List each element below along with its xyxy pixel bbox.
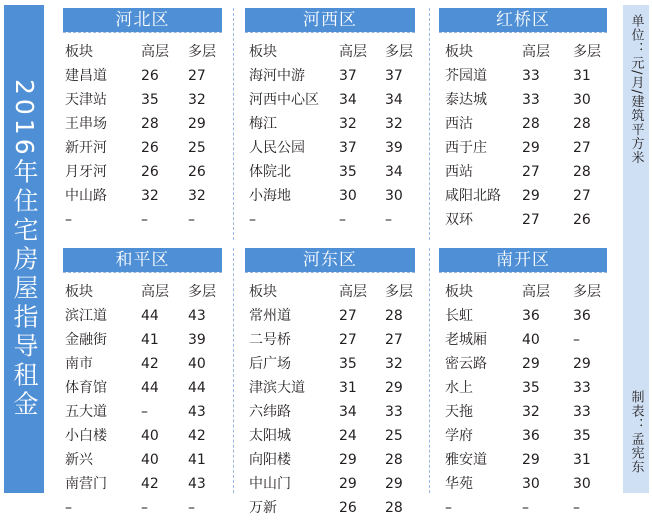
column-header-row: [63, 280, 222, 304]
multi-storey-rent: –: [188, 212, 195, 228]
table-row: [245, 184, 415, 208]
table-row: [439, 496, 607, 520]
multi-storey-rent: –: [188, 500, 195, 516]
block-name: 人民公园: [249, 140, 305, 156]
block-header: 板块: [445, 284, 473, 300]
multi-storey-rent: 32: [188, 92, 206, 108]
column-header-row: [439, 280, 607, 304]
high-rise-rent: 32: [141, 188, 159, 204]
high-rise-rent: 26: [141, 68, 159, 84]
block-name: –: [249, 212, 256, 228]
block-name: 向阳楼: [249, 452, 291, 468]
table-row: [63, 160, 222, 184]
block-name: 津滨大道: [249, 380, 305, 396]
multi-storey-rent: 30: [385, 188, 403, 204]
high-rise-rent: 33: [522, 68, 540, 84]
multi-storey-rent: 35: [573, 428, 591, 444]
table-row: [63, 496, 222, 520]
header-rule: [245, 272, 415, 273]
high-rise-rent: 35: [339, 164, 357, 180]
multi-storey-rent: 42: [188, 428, 206, 444]
high-rise-rent: 27: [339, 332, 357, 348]
multi-storey-rent: 28: [385, 452, 403, 468]
block-name: 体院北: [249, 164, 291, 180]
maker-note-box: [623, 390, 649, 490]
high-rise-header: 高层: [141, 44, 169, 60]
table-row: [439, 184, 607, 208]
header-rule: [245, 32, 415, 33]
table-row: [245, 136, 415, 160]
high-rise-rent: 40: [522, 332, 540, 348]
block-name: 五大道: [65, 404, 107, 420]
block-name: 后广场: [249, 356, 291, 372]
district-table: [439, 8, 607, 226]
table-row: [63, 448, 222, 472]
high-rise-rent: 29: [522, 188, 540, 204]
block-name: 芥园道: [445, 68, 487, 84]
block-name: 泰达城: [445, 92, 487, 108]
high-rise-rent: 29: [522, 356, 540, 372]
high-rise-rent: 29: [522, 140, 540, 156]
block-name: –: [65, 212, 72, 228]
multi-storey-rent: 37: [385, 68, 403, 84]
block-name: 太阳城: [249, 428, 291, 444]
block-name: 新兴: [65, 452, 93, 468]
block-name: 西站: [445, 164, 473, 180]
high-rise-rent: –: [339, 212, 346, 228]
high-rise-rent: –: [141, 212, 148, 228]
high-rise-header: 高层: [339, 44, 367, 60]
header-rule: [439, 272, 607, 273]
high-rise-rent: 35: [339, 356, 357, 372]
multi-storey-rent: –: [573, 332, 580, 348]
block-header: 板块: [65, 44, 93, 60]
multi-storey-rent: 33: [573, 404, 591, 420]
multi-storey-rent: 32: [385, 116, 403, 132]
block-name: 建昌道: [65, 68, 107, 84]
multi-storey-rent: 29: [188, 116, 206, 132]
district-name: 红桥区: [439, 8, 607, 32]
page-title: 2016年住宅房屋指导租金: [10, 78, 39, 420]
multi-storey-rent: 31: [573, 68, 591, 84]
multi-storey-header: 多层: [385, 44, 413, 60]
block-name: 万新: [249, 500, 277, 516]
column-divider: [429, 8, 430, 240]
multi-storey-rent: 25: [188, 140, 206, 156]
district-name: 河西区: [245, 8, 415, 32]
high-rise-rent: 28: [522, 116, 540, 132]
header-rule: [63, 272, 222, 273]
multi-storey-rent: 27: [188, 68, 206, 84]
high-rise-rent: –: [141, 500, 148, 516]
district-name: 河北区: [63, 8, 222, 32]
high-rise-rent: 27: [522, 164, 540, 180]
high-rise-rent: 40: [141, 428, 159, 444]
table-row: [63, 64, 222, 88]
high-rise-rent: 32: [339, 116, 357, 132]
column-divider: [429, 248, 430, 493]
table-row: [245, 208, 415, 232]
block-name: 雅安道: [445, 452, 487, 468]
multi-storey-rent: 28: [573, 164, 591, 180]
block-name: 西沽: [445, 116, 473, 132]
table-row: [245, 496, 415, 520]
table-row: [245, 400, 415, 424]
table-row: [63, 328, 222, 352]
high-rise-rent: 29: [339, 452, 357, 468]
block-name: 水上: [445, 380, 473, 396]
block-name: 双环: [445, 212, 473, 228]
high-rise-header: 高层: [522, 284, 550, 300]
table-row: [439, 112, 607, 136]
multi-storey-rent: 31: [573, 452, 591, 468]
table-row: [439, 304, 607, 328]
multi-storey-rent: 29: [385, 476, 403, 492]
table-row: [439, 448, 607, 472]
high-rise-rent: 30: [522, 476, 540, 492]
block-name: 梅江: [249, 116, 277, 132]
block-name: 长虹: [445, 308, 473, 324]
multi-storey-rent: 43: [188, 404, 206, 420]
block-name: 咸阳北路: [445, 188, 501, 204]
high-rise-rent: 44: [141, 308, 159, 324]
block-name: –: [445, 500, 452, 516]
table-row: [63, 424, 222, 448]
multi-storey-rent: 39: [188, 332, 206, 348]
block-name: 河西中心区: [249, 92, 319, 108]
high-rise-rent: 44: [141, 380, 159, 396]
block-name: 中山门: [249, 476, 291, 492]
multi-storey-rent: 39: [385, 140, 403, 156]
table-row: [439, 328, 607, 352]
table-row: [245, 376, 415, 400]
multi-storey-rent: 40: [188, 356, 206, 372]
table-row: [245, 112, 415, 136]
table-row: [245, 472, 415, 496]
multi-storey-rent: 33: [573, 380, 591, 396]
table-row: [439, 88, 607, 112]
multi-storey-rent: –: [573, 500, 580, 516]
block-name: 常州道: [249, 308, 291, 324]
table-row: [63, 376, 222, 400]
table-row: [63, 112, 222, 136]
high-rise-rent: 34: [339, 404, 357, 420]
high-rise-rent: 33: [522, 92, 540, 108]
high-rise-rent: 40: [141, 452, 159, 468]
table-row: [245, 88, 415, 112]
block-name: 南市: [65, 356, 93, 372]
unit-note-box: [623, 14, 649, 214]
high-rise-rent: 24: [339, 428, 357, 444]
multi-storey-header: 多层: [385, 284, 413, 300]
block-name: 南营门: [65, 476, 107, 492]
table-row: [439, 136, 607, 160]
multi-storey-rent: 28: [573, 116, 591, 132]
maker-note: 制表：孟宪东: [628, 390, 644, 474]
table-row: [439, 472, 607, 496]
table-row: [63, 184, 222, 208]
high-rise-rent: 35: [141, 92, 159, 108]
district-name: 南开区: [439, 248, 607, 272]
district-table: [63, 8, 222, 226]
column-divider: [233, 248, 234, 493]
high-rise-rent: 42: [141, 356, 159, 372]
table-row: [63, 136, 222, 160]
table-row: [439, 424, 607, 448]
high-rise-rent: 35: [522, 380, 540, 396]
header-rule: [63, 32, 222, 33]
multi-storey-rent: 29: [573, 356, 591, 372]
header-rule: [439, 32, 607, 33]
multi-storey-rent: 26: [573, 212, 591, 228]
multi-storey-header: 多层: [573, 44, 601, 60]
multi-storey-rent: 34: [385, 164, 403, 180]
multi-storey-header: 多层: [188, 44, 216, 60]
multi-storey-rent: 34: [385, 92, 403, 108]
high-rise-header: 高层: [522, 44, 550, 60]
high-rise-rent: 36: [522, 308, 540, 324]
high-rise-rent: 37: [339, 140, 357, 156]
block-name: 天津站: [65, 92, 107, 108]
block-name: 滨江道: [65, 308, 107, 324]
table-row: [439, 64, 607, 88]
block-name: 海河中游: [249, 68, 305, 84]
district-table: [245, 248, 415, 514]
column-header-row: [245, 280, 415, 304]
table-row: [63, 304, 222, 328]
high-rise-rent: 32: [522, 404, 540, 420]
table-row: [439, 208, 607, 232]
multi-storey-rent: 43: [188, 476, 206, 492]
high-rise-rent: 26: [339, 500, 357, 516]
column-header-row: [439, 40, 607, 64]
table-row: [245, 160, 415, 184]
block-name: 西于庄: [445, 140, 487, 156]
multi-storey-rent: 32: [188, 188, 206, 204]
block-name: 小白楼: [65, 428, 107, 444]
high-rise-rent: 30: [339, 188, 357, 204]
high-rise-rent: 34: [339, 92, 357, 108]
high-rise-rent: 28: [141, 116, 159, 132]
high-rise-rent: 42: [141, 476, 159, 492]
block-name: 老城厢: [445, 332, 487, 348]
table-row: [245, 424, 415, 448]
column-divider: [233, 8, 234, 240]
multi-storey-rent: 27: [573, 140, 591, 156]
table-row: [63, 88, 222, 112]
high-rise-rent: 26: [141, 140, 159, 156]
multi-storey-rent: 27: [573, 188, 591, 204]
block-name: –: [65, 500, 72, 516]
high-rise-rent: –: [522, 500, 529, 516]
block-name: 密云路: [445, 356, 487, 372]
table-row: [245, 304, 415, 328]
table-row: [439, 352, 607, 376]
block-name: 华苑: [445, 476, 473, 492]
table-row: [245, 448, 415, 472]
high-rise-rent: 27: [522, 212, 540, 228]
table-row: [63, 472, 222, 496]
column-header-row: [245, 40, 415, 64]
multi-storey-rent: 29: [385, 380, 403, 396]
district-table: [245, 8, 415, 226]
block-header: 板块: [445, 44, 473, 60]
multi-storey-header: 多层: [573, 284, 601, 300]
block-header: 板块: [249, 284, 277, 300]
block-name: 中山路: [65, 188, 107, 204]
table-row: [63, 208, 222, 232]
table-row: [63, 400, 222, 424]
multi-storey-rent: 25: [385, 428, 403, 444]
title-banner: [4, 5, 44, 493]
block-name: 体育馆: [65, 380, 107, 396]
high-rise-rent: 26: [141, 164, 159, 180]
high-rise-header: 高层: [141, 284, 169, 300]
high-rise-rent: 41: [141, 332, 159, 348]
district-table: [63, 248, 222, 514]
table-row: [439, 376, 607, 400]
block-name: 学府: [445, 428, 473, 444]
block-name: 月牙河: [65, 164, 107, 180]
table-row: [439, 160, 607, 184]
district-table: [439, 248, 607, 514]
high-rise-rent: –: [141, 404, 148, 420]
multi-storey-rent: 26: [188, 164, 206, 180]
multi-storey-rent: 44: [188, 380, 206, 396]
block-name: 金融街: [65, 332, 107, 348]
multi-storey-rent: 28: [385, 308, 403, 324]
multi-storey-rent: 27: [385, 332, 403, 348]
block-name: 小海地: [249, 188, 291, 204]
block-name: 王串场: [65, 116, 107, 132]
table-row: [63, 352, 222, 376]
multi-storey-rent: 33: [385, 404, 403, 420]
multi-storey-rent: 32: [385, 356, 403, 372]
block-header: 板块: [65, 284, 93, 300]
block-name: 六纬路: [249, 404, 291, 420]
multi-storey-header: 多层: [188, 284, 216, 300]
high-rise-rent: 29: [522, 452, 540, 468]
table-row: [245, 64, 415, 88]
column-header-row: [63, 40, 222, 64]
high-rise-rent: 37: [339, 68, 357, 84]
block-header: 板块: [249, 44, 277, 60]
multi-storey-rent: 28: [385, 500, 403, 516]
table-row: [245, 328, 415, 352]
high-rise-header: 高层: [339, 284, 367, 300]
block-name: 新开河: [65, 140, 107, 156]
multi-storey-rent: 43: [188, 308, 206, 324]
table-row: [245, 352, 415, 376]
district-name: 和平区: [63, 248, 222, 272]
unit-note: 单位：元/月/建筑平方米: [628, 14, 644, 165]
table-row: [439, 400, 607, 424]
block-name: 二号桥: [249, 332, 291, 348]
multi-storey-rent: –: [385, 212, 392, 228]
high-rise-rent: 31: [339, 380, 357, 396]
high-rise-rent: 27: [339, 308, 357, 324]
high-rise-rent: 29: [339, 476, 357, 492]
district-name: 河东区: [245, 248, 415, 272]
high-rise-rent: 36: [522, 428, 540, 444]
block-name: 天拖: [445, 404, 473, 420]
multi-storey-rent: 30: [573, 92, 591, 108]
multi-storey-rent: 41: [188, 452, 206, 468]
multi-storey-rent: 36: [573, 308, 591, 324]
multi-storey-rent: 30: [573, 476, 591, 492]
